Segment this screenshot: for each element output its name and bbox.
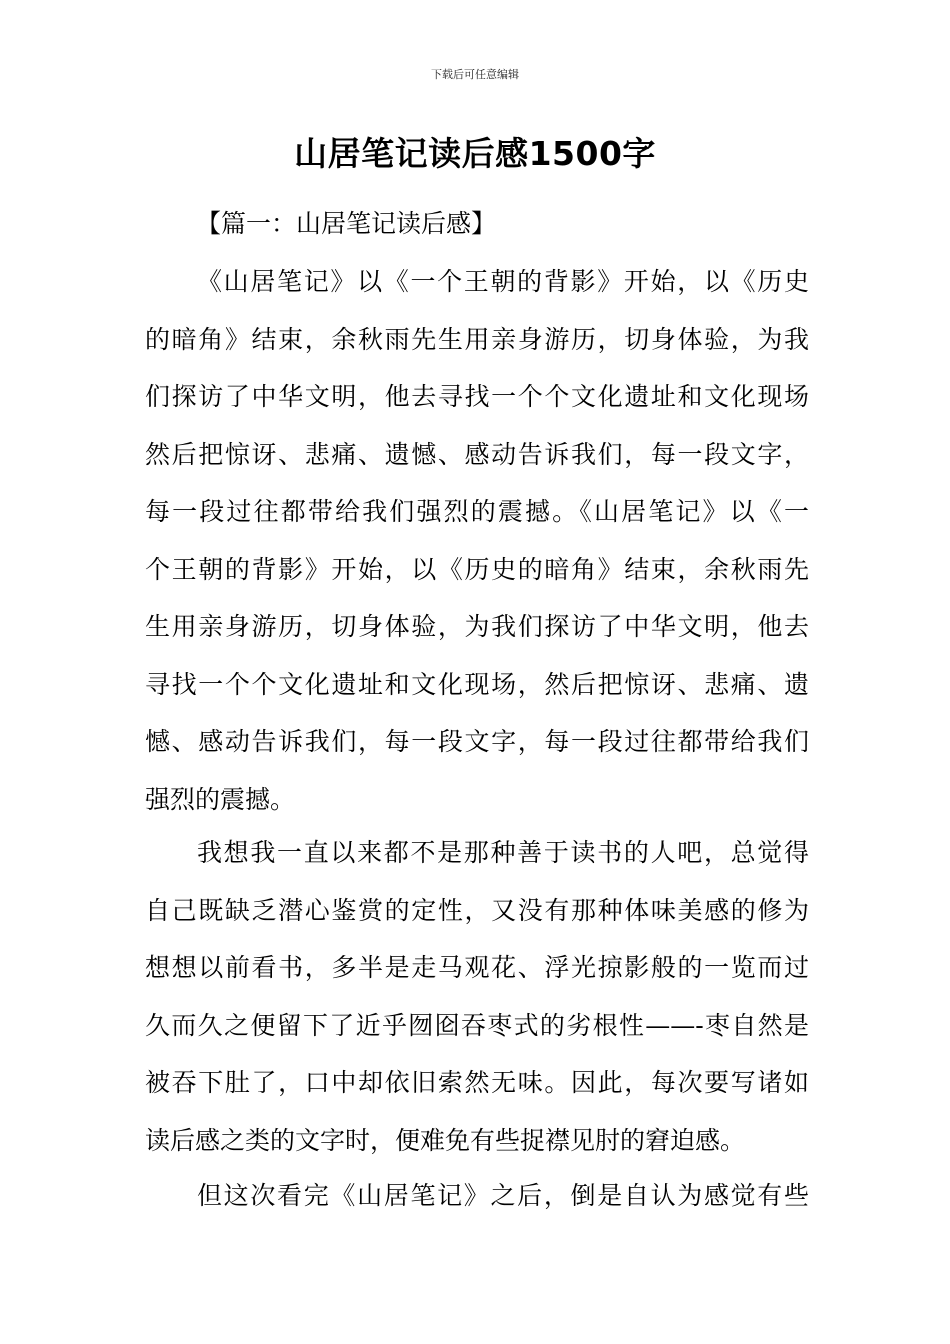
paragraph-line: 强烈的震撼。 (145, 784, 296, 814)
paragraph-line: 久而久之便留下了近乎囫囵吞枣式的劣根性——-枣自然是 (145, 1010, 809, 1040)
page-title: 山居笔记读后感1500字 (294, 134, 656, 173)
paragraph-line: 们探访了中华文明，他去寻找一个个文化遗址和文化现场 (145, 382, 809, 411)
paragraph-line: 想想以前看书，多半是走马观花、浮光掠影般的一览而过 (145, 953, 809, 982)
paragraph-1 (145, 253, 809, 828)
paragraph-line: 然后把惊讶、悲痛、遗憾、感动告诉我们，每一段文字， (145, 439, 809, 469)
paragraph-line: 生用亲身游历，切身体验，为我们探访了中华文明，他去 (145, 612, 809, 641)
paragraph-line: 的暗角》结束，余秋雨先生用亲身游历，切身体验，为我 (145, 324, 809, 354)
paragraph-line: 但这次看完《山居笔记》之后，倒是自认为感觉有些 (197, 1181, 809, 1210)
paragraph-line: 读后感之类的文字时，便难免有些捉襟见肘的窘迫感。 (145, 1125, 746, 1155)
paragraph-2 (145, 824, 809, 1169)
paragraph-3 (145, 1167, 809, 1225)
paragraph-line: 每一段过往都带给我们强烈的震撼。《山居笔记》以《一 (145, 497, 809, 526)
paragraph-line: 被吞下肚了，口中却依旧索然无味。因此，每次要写诸如 (145, 1068, 809, 1097)
paragraph-line: 我想我一直以来都不是那种善于读书的人吧，总觉得 (197, 838, 809, 867)
paragraph-line: 寻找一个个文化遗址和文化现场，然后把惊讶、悲痛、遗 (145, 669, 809, 699)
paragraph-line: 憾、感动告诉我们，每一段文字，每一段过往都带给我们 (145, 727, 809, 756)
paragraph-line: 个王朝的背影》开始，以《历史的暗角》结束，余秋雨先 (145, 554, 809, 584)
header-note: 下载后可任意编辑 (431, 68, 519, 81)
paragraph-line: 《山居笔记》以《一个王朝的背影》开始，以《历史 (197, 267, 809, 296)
section-heading: 【篇一：山居笔记读后感】 (196, 209, 497, 238)
paragraph-line: 自己既缺乏潜心鉴赏的定性，又没有那种体味美感的修为 (145, 895, 809, 925)
